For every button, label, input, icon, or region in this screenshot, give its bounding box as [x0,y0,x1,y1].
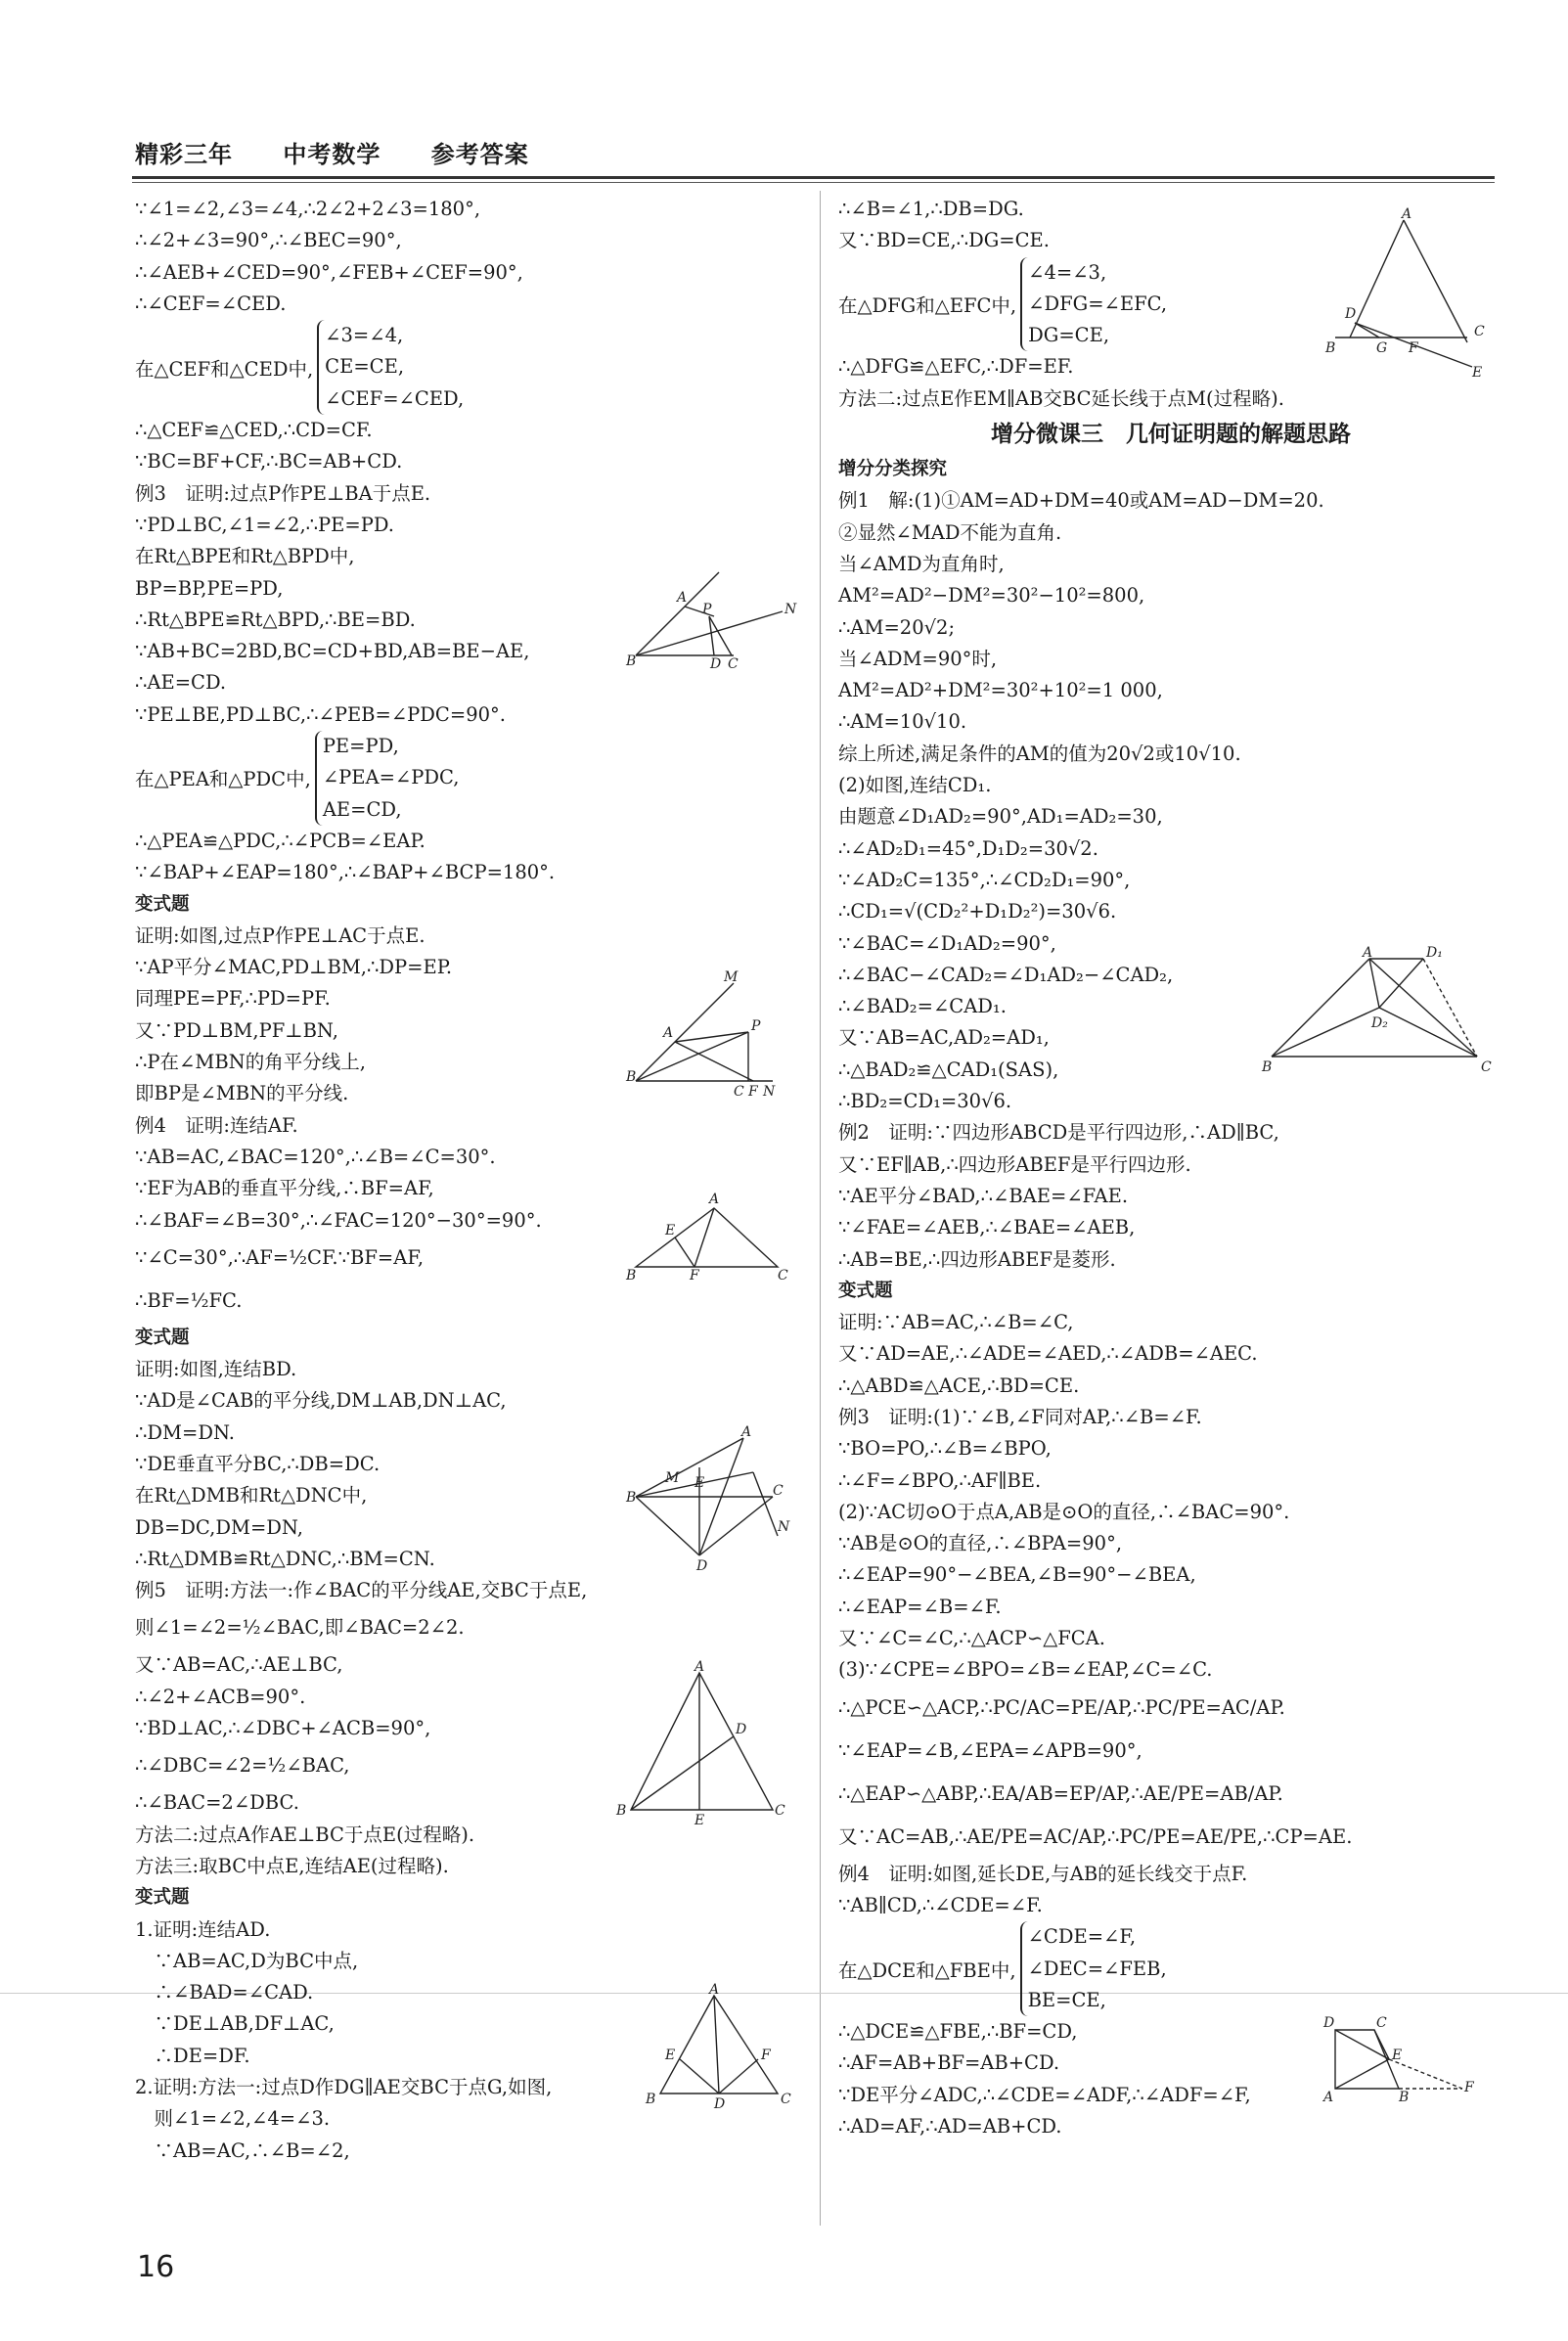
svg-text:C: C [775,1803,785,1819]
text-line: ∵AD是∠CAB的平分线,DM⊥AB,DN⊥AC, [135,1389,507,1413]
svg-text:C: C [1376,2015,1387,2031]
text-line: ∴∠CEF=∠CED. [135,292,287,315]
text-line: ∴△DCE≌△FBE,∴BF=CD, [838,2020,1078,2044]
figure-example1 [1262,945,1497,1080]
left-block1 [135,194,810,320]
subject-title: 中考数学 [283,141,381,168]
text-line: 又∵PD⊥BM,PF⊥BN, [135,1018,338,1042]
text-line: (2)∵AC切⊙O于点A,AB是⊙O的直径,∴∠BAC=90°. [838,1500,1290,1523]
text-line: 又∵BD=CE,∴DG=CE. [838,229,1050,252]
text-line: ∴∠2+∠3=90°,∴∠BEC=90°, [135,229,402,252]
text-line: ∴P在∠MBN的角平分线上, [135,1051,366,1074]
text-line: ∴△PEA≌△PDC,∴∠PCB=∠EAP. [135,829,426,852]
svg-text:E: E [1392,2048,1403,2063]
subsection-heading: 增分分类探究 [838,459,948,480]
svg-text:B: B [646,2092,656,2107]
text-line: 当∠ADM=90°时, [838,647,998,670]
figure-variant1 [626,969,783,1104]
text-line: 例2 证明:∵四边形ABCD是平行四边形,∴AD∥BC, [838,1121,1279,1145]
svg-text:F: F [1409,340,1418,356]
brace-item: ∠3=∠4, [325,324,404,347]
svg-text:A: A [709,1192,720,1207]
text-line: ∴△PCE∽△ACP,∴PC/AC=PE/AP,∴PC/PE=AC/AP. [838,1695,1285,1719]
svg-text:A: A [1323,2090,1334,2105]
svg-text:F: F [1464,2080,1474,2095]
header-rule-thin [132,182,1495,183]
svg-text:D: D [714,2096,726,2112]
brace-item: ∠DEC=∠FEB, [1027,1957,1167,1980]
text-line: ∴AE=CD. [135,671,227,695]
text-line: 1.证明:连结AD. [135,1917,271,1941]
right-column [838,194,1503,2142]
text-line: ∴∠BAD₂=∠CAD₁. [838,995,1007,1018]
text-line: 又∵AB=AC,AD₂=AD₁, [838,1026,1050,1050]
header-rule [132,176,1495,179]
text-line: 例1 解:(1)①AM=AD+DM=40或AM=AD−DM=20. [838,489,1324,513]
svg-text:P: P [702,602,712,617]
text-line: 又∵EF∥AB,∴四边形ABEF是平行四边形. [838,1152,1191,1176]
text-line: ∴∠F=∠BPO,∴AF∥BE. [838,1468,1042,1492]
svg-text:E: E [1472,365,1483,381]
text-line: (3)∵∠CPE=∠BPO=∠B=∠EAP,∠C=∠C. [838,1658,1213,1682]
text-line: ∵AB是⊙O的直径,∴∠BPA=90°, [838,1532,1123,1555]
svg-text:B: B [1325,340,1336,356]
section-heading: 增分微课三 几何证明题的解题思路 [991,422,1351,448]
text-line: ∴∠B=∠1,∴DB=DG. [838,198,1024,220]
svg-text:E: E [694,1813,705,1828]
text-line: ∴∠AEB+∠CED=90°,∠FEB+∠CEF=90°, [135,260,523,284]
svg-text:A: A [694,1659,705,1675]
text-line: ∵BD⊥AC,∴∠DBC+∠ACB=90°, [135,1717,431,1740]
text-line: 证明:如图,连结BD. [135,1358,297,1381]
svg-text:P: P [751,1018,761,1034]
text-line: ∴AB=BE,∴四边形ABEF是菱形. [838,1247,1116,1271]
text-line: 例3 证明:(1)∵∠B,∠F同对AP,∴∠B=∠F. [838,1405,1202,1428]
text-line: ∴△EAP∽△ABP,∴EA/AB=EP/AP,∴AE/PE=AB/AP. [838,1781,1283,1805]
figure-variant3 [646,1982,792,2117]
svg-text:F: F [748,1084,758,1100]
svg-text:B: B [1399,2090,1410,2105]
text-line: ∵∠1=∠2,∠3=∠4,∴2∠2+2∠3=180°, [135,198,481,220]
text-line: 又∵AD=AE,∴∠ADE=∠AED,∴∠ADB=∠AEC. [838,1342,1258,1366]
text-line: AM²=AD²−DM²=30²−10²=800, [838,584,1145,608]
text-line: ∴∠BAD=∠CAD. [135,1981,314,2004]
svg-text:A: A [663,1025,674,1041]
left-brace2 [135,731,810,826]
svg-text:A: A [677,590,688,606]
variant-title: 变式题 [135,893,190,915]
svg-text:M: M [724,969,739,985]
text-line: 方法二:过点A作AE⊥BC于点E(过程略). [135,1823,475,1846]
svg-text:D: D [1345,306,1357,322]
figure-variant-right [1325,206,1492,381]
svg-text:E: E [694,1475,705,1491]
text-line: DB=DC,DM=DN, [135,1515,303,1539]
text-line: ∴Rt△BPE≌Rt△BPD,∴BE=BD. [135,608,416,631]
variant-title: 变式题 [135,1887,190,1909]
text-line: 例5 证明:方法一:作∠BAC的平分线AE,交BC于点E, [135,1579,588,1602]
text-line: 则∠1=∠2=½∠BAC,即∠BAC=2∠2. [135,1616,465,1640]
text-line: ∴AM=10√10. [838,710,967,734]
text-line: ∴Rt△DMB≌Rt△DNC,∴BM=CN. [135,1547,435,1570]
text-line: ∵EF为AB的垂直平分线,∴BF=AF, [135,1177,434,1200]
text-line: ∵AB∥CD,∴∠CDE=∠F. [838,1893,1043,1916]
svg-text:C: C [778,1268,788,1283]
text-line: 又∵AB=AC,∴AE⊥BC, [135,1653,343,1677]
text-line: 又∵∠C=∠C,∴△ACP∽△FCA. [838,1627,1105,1650]
text-line: 又∵AC=AB,∴AE/PE=AC/AP,∴PC/PE=AE/PE,∴CP=AE. [838,1824,1353,1848]
text-line: 证明:如图,过点P作PE⊥AC于点E. [135,923,426,947]
text-line: ∵BO=PO,∴∠B=∠BPO, [838,1437,1052,1461]
text-line: ∴AM=20√2; [838,615,956,639]
text-line: AM²=AD²+DM²=30²+10²=1 000, [838,679,1163,702]
svg-text:E: E [665,1223,676,1238]
text-line: ∵AB=AC,D为BC中点, [135,1949,359,1972]
svg-text:C: C [773,1483,784,1499]
text-line: 同理PE=PF,∴PD=PF. [135,987,331,1011]
svg-text:C: C [728,656,739,672]
brace-item: BE=CE, [1027,1988,1106,2011]
brace-item: ∠4=∠3, [1028,260,1107,284]
figure-example4-right [1316,2015,1482,2107]
text-line: ∴∠EAP=90°−∠BEA,∠B=90°−∠BEA, [838,1563,1196,1587]
text-line: ∵BC=BF+CF,∴BC=AB+CD. [135,450,403,473]
text-line: ∴DM=DN. [135,1420,235,1444]
brace-item: DG=CE, [1028,324,1110,347]
brace-lead: 在△CEF和△CED中, [135,357,314,381]
text-line: ∵PD⊥BC,∠1=∠2,∴PE=PD. [135,513,395,536]
text-line: ∴△DFG≌△EFC,∴DF=EF. [838,355,1074,379]
svg-text:N: N [763,1084,776,1100]
section-title: 参考答案 [430,141,529,168]
text-line: 综上所述,满足条件的AM的值为20√2或10√10. [838,742,1241,765]
svg-text:D₂: D₂ [1371,1015,1388,1031]
text-line: ∵DE垂直平分BC,∴DB=DC. [135,1452,381,1475]
text-line: ∵PE⊥BE,PD⊥BC,∴∠PEB=∠PDC=90°. [135,702,506,726]
text-line: 当∠AMD为直角时, [838,552,1005,575]
text-line: 在Rt△DMB和Rt△DNC中, [135,1484,368,1508]
svg-text:A: A [1363,945,1373,961]
svg-text:C: C [781,2092,791,2107]
text-line: ∴∠AD₂D₁=45°,D₁D₂=30√2. [838,836,1098,860]
brace-item: ∠DFG=∠EFC, [1028,292,1168,315]
book-title: 精彩三年 [135,141,233,168]
svg-text:B: B [1262,1059,1273,1075]
svg-text:F: F [690,1268,699,1283]
text-line: 2.证明:方法一:过点D作DG∥AE交BC于点G,如图, [135,2076,553,2099]
figure-example5 [616,1659,785,1833]
page-header [135,135,570,169]
svg-text:D: D [736,1722,747,1737]
brace-item: ∠CDE=∠F, [1027,1925,1137,1949]
text-line: ∴∠BAC−∠CAD₂=∠D₁AD₂−∠CAD₂, [838,963,1174,986]
text-line: 即BP是∠MBN的平分线. [135,1082,349,1105]
figure-example3 [626,563,802,674]
text-line: BP=BP,PE=PD, [135,576,284,600]
text-line: ∴∠2+∠ACB=90°. [135,1685,306,1708]
text-line: ∴△ABD≌△ACE,∴BD=CE. [838,1373,1080,1397]
text-line: ∵AB=AC,∠BAC=120°,∴∠B=∠C=30°. [135,1145,496,1168]
brace-lead: 在△DCE和△FBE中, [838,1958,1016,1982]
text-line: ∴AD=AF,∴AD=AB+CD. [838,2115,1062,2138]
text-line: 例4 证明:连结AF. [135,1113,298,1137]
svg-text:B: B [616,1803,627,1819]
variant-title: 变式题 [838,1280,893,1301]
svg-text:D: D [1323,2015,1335,2031]
text-line: (2)如图,连结CD₁. [838,774,992,797]
text-line: ∴△BAD₂≌△CAD₁(SAS), [838,1058,1059,1081]
text-line: ∵DE平分∠ADC,∴∠CDE=∠ADF,∴∠ADF=∠F, [838,2083,1251,2106]
left-brace1 [135,320,810,415]
text-line: ∵AB+BC=2BD,BC=CD+BD,AB=BE−AE, [135,640,530,663]
svg-text:C: C [1474,324,1485,339]
brace-lead: 在△PEA和△PDC中, [135,768,311,791]
svg-text:A: A [741,1424,752,1440]
text-line: ∴BF=½FC. [135,1288,243,1312]
text-line: ∵AE平分∠BAD,∴∠BAE=∠FAE. [838,1184,1129,1207]
svg-text:D₁: D₁ [1426,945,1443,961]
svg-text:M: M [665,1470,680,1486]
text-line: 方法二:过点E作EM∥AB交BC延长线于点M(过程略). [838,386,1284,410]
svg-text:E: E [665,2048,676,2063]
svg-text:C: C [1481,1059,1492,1075]
svg-text:B: B [626,1490,637,1506]
svg-text:A: A [1402,206,1412,222]
svg-text:D: D [696,1558,708,1574]
text-line: ∴DE=DF. [135,2044,250,2067]
brace-item: AE=CD, [322,797,402,821]
svg-text:B: B [626,1069,637,1085]
figure-example4 [626,1193,792,1285]
text-line: ∴∠EAP=∠B=∠F. [838,1595,1002,1618]
text-line: ∴BD₂=CD₁=30√6. [838,1090,1012,1113]
text-line: ∴∠DBC=∠2=½∠BAC, [135,1754,350,1778]
svg-text:B: B [626,1268,637,1283]
svg-text:F: F [761,2048,771,2063]
text-line: ∵∠EAP=∠B,∠EPA=∠APB=90°, [838,1738,1142,1762]
text-line: ∵∠FAE=∠AEB,∴∠BAE=∠AEB, [838,1216,1136,1239]
text-line: ∴∠BAF=∠B=30°,∴∠FAC=120°−30°=90°. [135,1208,542,1232]
brace-item: CE=CE, [325,355,405,379]
text-line: ∴AF=AB+BF=AB+CD. [838,2051,1060,2075]
text-line: 方法三:取BC中点E,连结AE(过程略). [135,1854,449,1877]
text-line: ∴∠BAC=2∠DBC. [135,1791,299,1815]
figure-variant2 [626,1424,792,1574]
text-line: 由题意∠D₁AD₂=90°,AD₁=AD₂=30, [838,805,1163,829]
text-line: 则∠1=∠2,∠4=∠3. [135,2107,331,2131]
brace-lead: 在△DFG和△EFC中, [838,294,1017,318]
svg-text:G: G [1376,340,1388,356]
text-line: ∴△CEF≌△CED,∴CD=CF. [135,419,373,442]
text-line: ∵AB=AC,∴∠B=∠2, [135,2138,350,2162]
svg-text:C: C [734,1084,744,1100]
svg-text:N: N [784,602,797,617]
text-line: ②显然∠MAD不能为直角. [838,520,1062,544]
text-line: ∵∠BAP+∠EAP=180°,∴∠BAP+∠BCP=180°. [135,861,556,884]
text-line: ∵∠C=30°,∴AF=½CF.∵BF=AF, [135,1245,425,1269]
svg-text:A: A [709,1982,720,1998]
right-brace2 [838,1921,1503,2016]
text-line: ∵AP平分∠MAC,PD⊥BM,∴DP=EP. [135,956,453,979]
svg-text:D: D [710,656,722,672]
text-line: ∵∠AD₂C=135°,∴∠CD₂D₁=90°, [838,868,1131,891]
text-line: ∴CD₁=√(CD₂²+D₁D₂²)=30√6. [838,900,1117,923]
left-column [135,194,810,2167]
text-line: ∵DE⊥AB,DF⊥AC, [135,2012,335,2036]
variant-title: 变式题 [135,1327,190,1348]
text-line: 在Rt△BPE和Rt△BPD中, [135,545,355,568]
brace-item: PE=PD, [322,735,399,758]
text-line: ∵∠BAC=∠D₁AD₂=90°, [838,931,1056,955]
text-line: 例3 证明:过点P作PE⊥BA于点E. [135,481,431,505]
text-line: 证明:∵AB=AC,∴∠B=∠C, [838,1311,1074,1334]
page-number: 16 [137,2250,175,2284]
svg-text:B: B [626,653,637,669]
text-line: 例4 证明:如图,延长DE,与AB的延长线交于点F. [838,1862,1248,1885]
brace-item: ∠CEF=∠CED, [325,386,465,410]
brace-item: ∠PEA=∠PDC, [322,766,460,789]
column-divider [820,191,821,2226]
svg-text:N: N [778,1519,790,1535]
